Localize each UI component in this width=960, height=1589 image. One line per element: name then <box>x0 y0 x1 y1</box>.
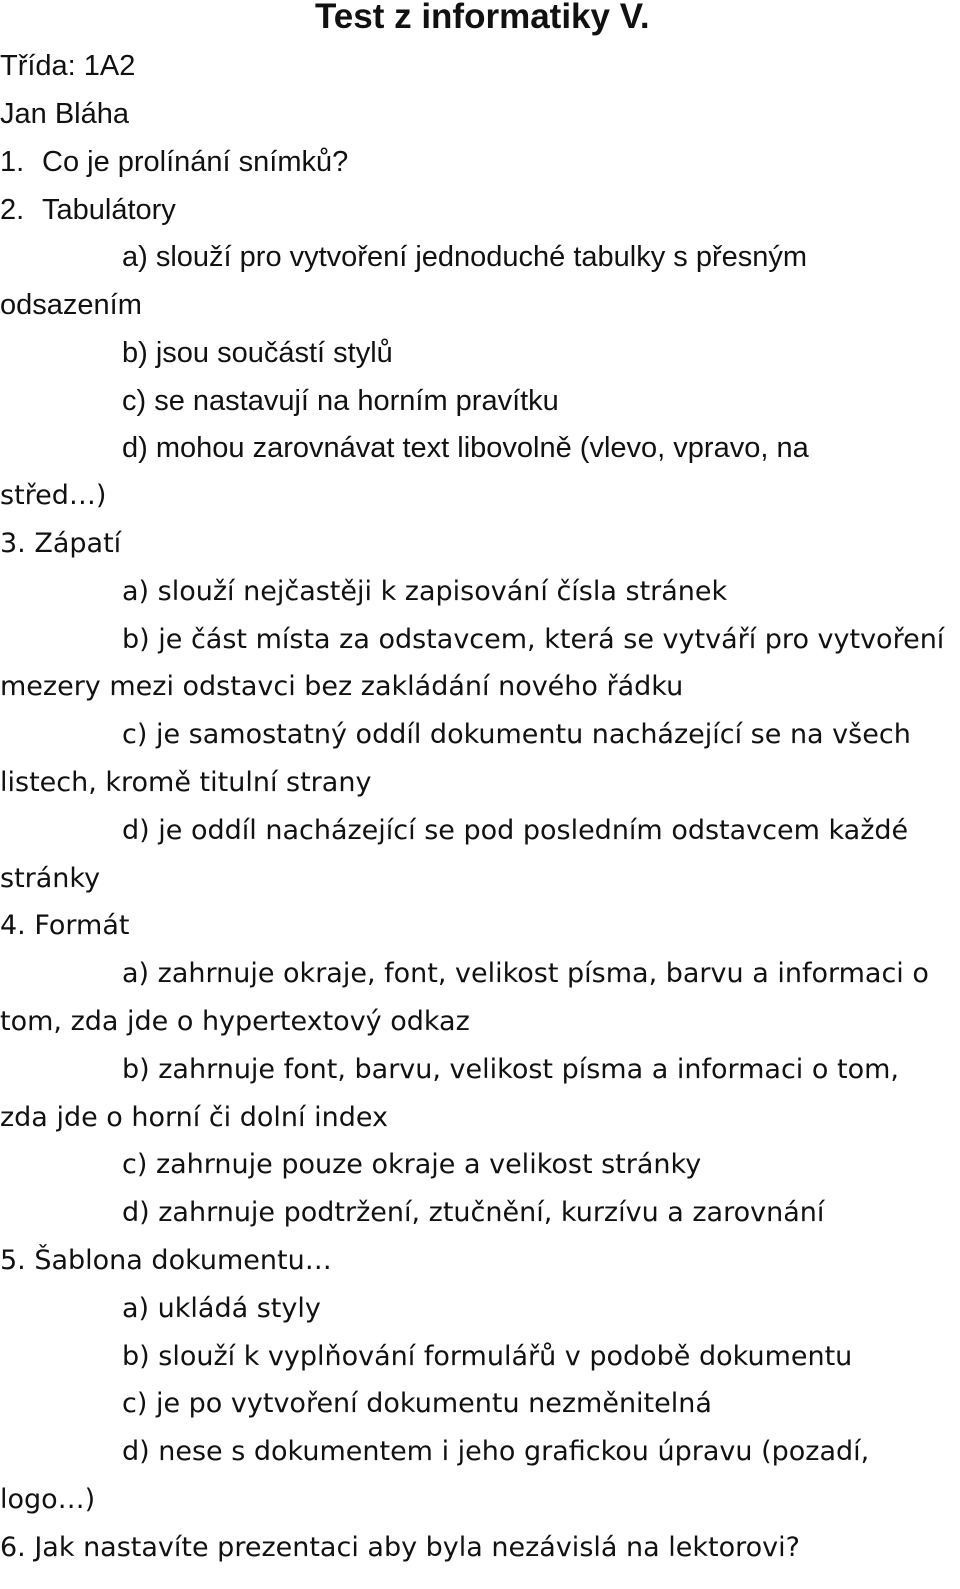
class-line: Třída: 1A2 <box>0 50 136 82</box>
q2-option-d-continued: střed…) <box>0 480 107 511</box>
question-2-number: 2. <box>0 194 25 226</box>
q3-option-d: d) je oddíl nacházející se pod posledním odstavcem každé <box>122 815 909 846</box>
q5-option-d: d) nese s dokumentem i jeho grafickou úpravu (pozadí, <box>122 1436 870 1467</box>
question-6-heading: 6. Jak nastavíte prezentaci aby byla nezávislá na lektorovi? <box>0 1532 800 1563</box>
question-2-text: Tabulátory <box>42 194 176 226</box>
q3-option-a: a) slouží nejčastěji k zapisování čísla stránek <box>122 576 728 607</box>
q5-option-d-continued: logo…) <box>0 1484 96 1515</box>
q3-option-b: b) je část místa za odstavcem, která se vytváří pro vytvoření <box>122 624 945 655</box>
q4-option-b-continued: zda jde o horní či dolní index <box>0 1102 388 1133</box>
q2-option-a-continued: odsazením <box>0 289 142 321</box>
q2-option-d: d) mohou zarovnávat text libovolně (vlevo, vpravo, na <box>122 432 809 464</box>
q5-option-c: c) je po vytvoření dokumentu nezměnitelná <box>122 1388 712 1419</box>
q4-option-d: d) zahrnuje podtržení, ztučnění, kurzívu a zarovnání <box>122 1197 825 1228</box>
q3-option-c-continued: listech, kromě titulní strany <box>0 767 372 798</box>
q2-option-a: a) slouží pro vytvoření jednoduché tabulky s přesným <box>122 241 808 273</box>
student-name: Jan Bláha <box>0 98 129 130</box>
q4-option-c: c) zahrnuje pouze okraje a velikost stránky <box>122 1149 702 1180</box>
question-1-text: Co je prolínání snímků? <box>42 146 349 178</box>
q4-option-b: b) zahrnuje font, barvu, velikost písma a informaci o tom, <box>122 1054 899 1085</box>
q3-option-c: c) je samostatný oddíl dokumentu nacházející se na všech <box>122 719 911 750</box>
q2-option-b: b) jsou součástí stylů <box>122 337 393 369</box>
q5-option-a: a) ukládá styly <box>122 1293 321 1324</box>
q2-option-c: c) se nastavují na horním pravítku <box>122 385 559 417</box>
q3-option-d-continued: stránky <box>0 863 101 894</box>
q5-option-b: b) slouží k vyplňování formulářů v podobě dokumentu <box>122 1341 853 1372</box>
question-2 <box>0 186 176 234</box>
question-4-heading: 4. Formát <box>0 910 130 941</box>
question-1-number: 1. <box>0 146 25 178</box>
question-5-heading: 5. Šablona dokumentu… <box>0 1245 332 1276</box>
q4-option-a-continued: tom, zda jde o hypertextový odkaz <box>0 1006 470 1037</box>
question-3-heading: 3. Zápatí <box>0 528 122 559</box>
q4-option-a: a) zahrnuje okraje, font, velikost písma, barvu a informaci o <box>122 958 929 989</box>
test-title: Test z informatiky V. <box>315 0 650 36</box>
q3-option-b-continued: mezery mezi odstavci bez zakládání nového řádku <box>0 671 684 702</box>
question-1 <box>0 138 348 186</box>
